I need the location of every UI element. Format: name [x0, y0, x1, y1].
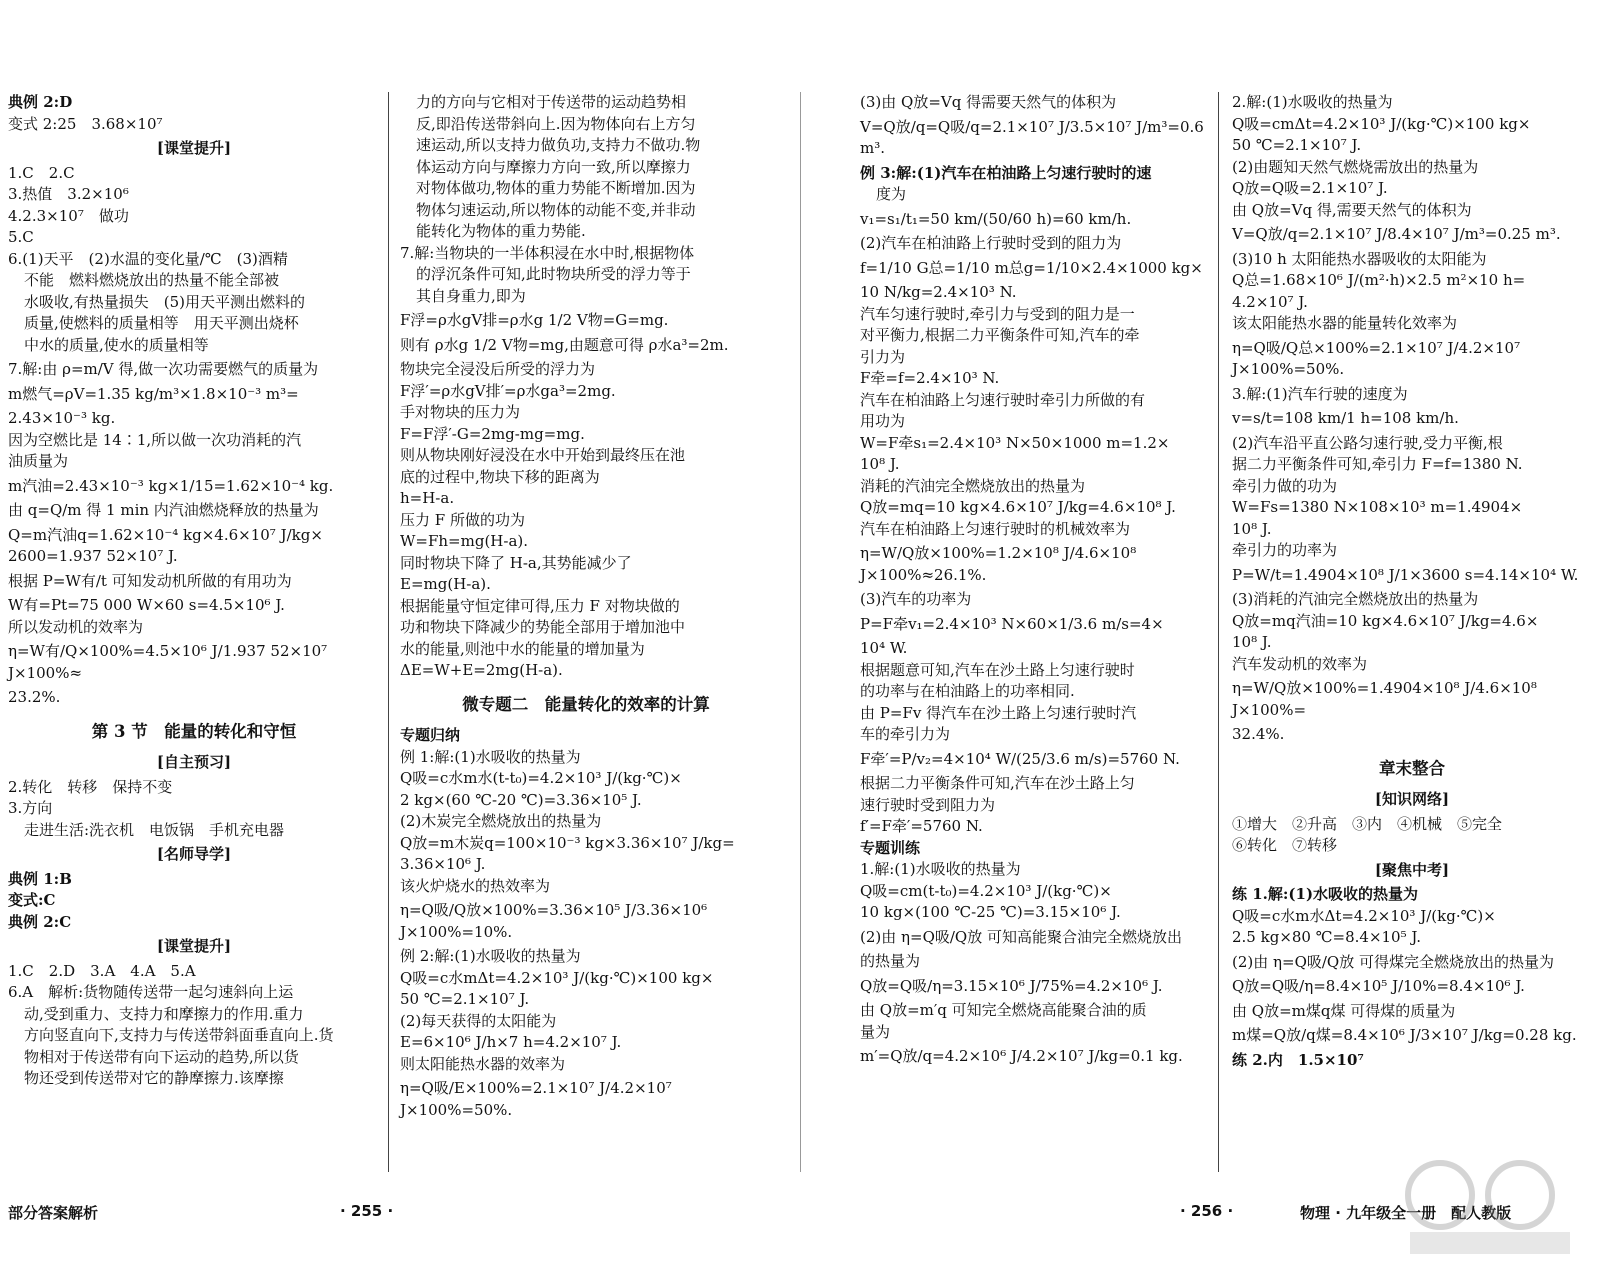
text-line: [名师导学] — [156, 845, 232, 863]
column-divider — [388, 92, 389, 1172]
text-line: [课堂提升] — [156, 139, 232, 157]
text-line: (2)由 η=Q吸/Q放 可得煤完全燃烧放出的热量为 — [1232, 952, 1554, 971]
text-line: 对平衡力,根据二力平衡条件可知,汽车的牵 — [860, 326, 1140, 344]
text-line: Q吸=cm(t-t₀)=4.2×10³ J/(kg·℃)× — [860, 881, 1112, 900]
text-line: 根据能量守恒定律可得,压力 F 对物块做的 — [400, 596, 680, 615]
text-line: 体运动方向与摩擦力方向一致,所以摩擦力 — [416, 157, 691, 176]
text-line: h=H-a. — [400, 489, 455, 507]
text-line: 不能 燃料燃烧放出的热量不能全部被 — [24, 271, 280, 289]
text-line: 第 3 节 能量的转化和守恒 — [91, 721, 297, 741]
text-line: 2 kg×(60 ℃-20 ℃)=3.36×10⁵ J. — [400, 790, 642, 809]
text-line: 32.4%. — [1232, 725, 1285, 743]
text-line: 4.2×10⁷ J. — [1232, 292, 1308, 311]
text-line: 3.36×10⁶ J. — [400, 855, 486, 873]
text-line: 根据题意可知,汽车在沙土路上匀速行驶时 — [860, 660, 1135, 679]
text-line: η=Q吸/Q总×100%=2.1×10⁷ J/4.2×10⁷ J×100%=50%. — [1232, 338, 1525, 378]
text-line: 2600=1.937 52×10⁷ J. — [8, 547, 178, 565]
text-line: 3.方向 — [8, 799, 53, 817]
text-line: F=F浮′-G=2mg-mg=mg. — [400, 424, 585, 443]
text-line: 物相对于传送带有向下运动的趋势,所以货 — [24, 1047, 299, 1066]
text-line: 7.解:由 ρ=m/V 得,做一次功需要燃气的质量为 — [8, 360, 319, 378]
column-3 — [860, 92, 1232, 1071]
text-line: 走进生活:洗衣机 电饭锅 手机充电器 — [24, 820, 285, 839]
text-line: 3.热值 3.2×10⁶ — [8, 185, 129, 203]
text-line: W有=Pt=75 000 W×60 s=4.5×10⁶ J. — [8, 596, 285, 614]
text-line: 7.解:当物块的一半体积浸在水中时,根据物体 — [400, 243, 695, 262]
text-line: f=1/10 G总=1/10 m总g=1/10×2.4×1000 kg× — [860, 258, 1203, 277]
text-line: 练 1.解:(1)水吸收的热量为 — [1232, 885, 1419, 903]
text-line: f′=F牵′=5760 N. — [860, 817, 983, 835]
text-line: [自主预习] — [156, 753, 232, 771]
text-line: 牵引力的功率为 — [1232, 541, 1338, 559]
text-line: 3.解:(1)汽车行驶的速度为 — [1232, 384, 1408, 403]
text-line: 汽车发动机的效率为 — [1232, 654, 1368, 673]
text-line: W=F牵s₁=2.4×10³ N×50×1000 m=1.2× — [860, 433, 1170, 452]
text-line: 能转化为物体的重力势能. — [416, 222, 586, 240]
text-line: 50 ℃=2.1×10⁷ J. — [1232, 136, 1362, 154]
text-line: Q吸=c水m水(t-t₀)=4.2×10³ J/(kg·℃)× — [400, 769, 682, 787]
text-line: (2)木炭完全燃烧放出的热量为 — [400, 812, 602, 830]
text-line: 底的过程中,物块下移的距离为 — [400, 467, 600, 486]
text-line: [聚焦中考] — [1374, 860, 1450, 879]
text-line: Q总=1.68×10⁶ J/(m²·h)×2.5 m²×10 h= — [1232, 271, 1526, 289]
text-line: 10⁸ J. — [1232, 633, 1272, 651]
text-line: η=W/Q放×100%=1.2×10⁸ J/4.6×10⁸ J×100%≈26.1%. — [860, 544, 1142, 584]
text-line: 汽车匀速行驶时,牵引力与受到的阻力是一 — [860, 304, 1135, 323]
text-line: 动,受到重力、支持力和摩擦力的作用.重力 — [24, 1004, 304, 1023]
text-line: 例 3:解:(1)汽车在柏油路上匀速行驶时的速 — [860, 163, 1152, 182]
text-line: 5.C — [8, 228, 34, 246]
text-line: 1.C 2.C — [8, 163, 75, 182]
text-line: Q放=mq=10 kg×4.6×10⁷ J/kg=4.6×10⁸ J. — [860, 498, 1176, 516]
text-line: 由 Q放=m′q 可知完全燃烧高能聚合油的质 — [860, 1001, 1147, 1019]
text-line: [知识网络] — [1374, 790, 1450, 808]
text-line: 质量,使燃料的质量相等 用天平测出烧杯 — [24, 314, 299, 332]
text-line: 消耗的汽油完全燃烧放出的热量为 — [860, 476, 1086, 495]
text-line: 1.解:(1)水吸收的热量为 — [860, 860, 1021, 878]
text-line: 反,即沿传送带斜向上.因为物体向右上方匀 — [416, 114, 696, 133]
text-line: 汽车在柏油路上匀速行驶时的机械效率为 — [860, 519, 1131, 538]
text-line: v₁=s₁/t₁=50 km/(50/60 h)=60 km/h. — [860, 209, 1132, 228]
text-line: P=W/t=1.4904×10⁸ J/1×3600 s=4.14×10⁴ W. — [1232, 565, 1579, 584]
text-line: 其自身重力,即为 — [416, 286, 526, 305]
text-line: 23.2%. — [8, 688, 61, 706]
text-line: Q放=m木炭q=100×10⁻³ kg×3.36×10⁷ J/kg= — [400, 833, 735, 852]
page-gutter — [800, 92, 801, 1172]
text-line: 水的能量,则池中水的能量的增加量为 — [400, 639, 645, 658]
text-line: m燃气=ρV=1.35 kg/m³×1.8×10⁻³ m³= — [8, 384, 299, 403]
text-line: 压力 F 所做的功为 — [400, 510, 525, 529]
text-line: 例 1:解:(1)水吸收的热量为 — [400, 747, 581, 766]
text-line: P=F牵v₁=2.4×10³ N×60×1/3.6 m/s=4× — [860, 614, 1164, 633]
text-line: W=Fh=mg(H-a). — [400, 532, 529, 550]
text-line: (3)10 h 太阳能热水器吸收的太阳能为 — [1232, 249, 1487, 268]
text-line: F浮=ρ水gV排=ρ水g 1/2 V物=G=mg. — [400, 311, 669, 329]
text-line: 汽车在柏油路上匀速行驶时牵引力所做的有 — [860, 390, 1146, 409]
text-line: (2)由 η=Q吸/Q放 可知高能聚合油完全燃烧放出 — [860, 927, 1182, 946]
text-line: 专题归纳 — [400, 726, 461, 744]
text-line: 所以发动机的效率为 — [8, 617, 144, 636]
text-line: (3)汽车的功率为 — [860, 590, 972, 608]
text-line: 1.C 2.D 3.A 4.A 5.A — [8, 961, 196, 980]
text-line: (2)由题知天然气燃烧需放出的热量为 — [1232, 157, 1479, 176]
text-line: Q吸=c水m水Δt=4.2×10³ J/(kg·℃)× — [1232, 906, 1496, 925]
text-line: 则从物块刚好浸没在水中开始到最终压在池 — [400, 446, 686, 464]
text-line: 车的牵引力为 — [860, 725, 951, 743]
text-line: η=Q吸/E×100%=2.1×10⁷ J/4.2×10⁷ J×100%=50%. — [400, 1079, 677, 1119]
text-line: 油质量为 — [8, 452, 69, 470]
text-line: 4.2.3×10⁷ 做功 — [8, 206, 129, 225]
text-line: 2.43×10⁻³ kg. — [8, 409, 116, 427]
text-line: 典例 2:C — [8, 912, 72, 931]
text-line: 变式:C — [8, 891, 56, 909]
text-line: 因为空燃比是 14∶1,所以做一次功消耗的汽 — [8, 430, 302, 449]
text-line: 水吸收,有热量损失 (5)用天平测出燃料的 — [24, 292, 306, 311]
text-line: 6.A 解析:货物随传送带一起匀速斜向上运 — [8, 983, 294, 1001]
text-line: 则有 ρ水g 1/2 V物=mg,由题意可得 ρ水a³=2m. — [400, 335, 729, 354]
text-line: Q放=Q吸/η=3.15×10⁶ J/75%=4.2×10⁶ J. — [860, 976, 1163, 995]
text-line: 微专题二 能量转化的效率的计算 — [462, 694, 710, 714]
text-line: F牵′=P/v₂=4×10⁴ W/(25/3.6 m/s)=5760 N. — [860, 749, 1180, 768]
text-line: m煤=Q放/q煤=8.4×10⁶ J/3×10⁷ J/kg=0.28 kg. — [1232, 1026, 1577, 1044]
text-line: 2.解:(1)水吸收的热量为 — [1232, 93, 1393, 111]
text-line: 章末整合 — [1379, 758, 1445, 778]
text-line: 物块完全浸没后所受的浮力为 — [400, 360, 596, 378]
text-line: 10⁸ J. — [860, 455, 900, 473]
text-line: ①增大 ②升高 ③内 ④机械 ⑤完全 — [1232, 814, 1503, 833]
text-line: 的功率与在柏油路上的功率相同. — [860, 682, 1075, 700]
text-line: 的热量为 — [860, 952, 921, 970]
text-line: 的浮沉条件可知,此时物块所受的浮力等于 — [416, 265, 691, 283]
text-line: 该火炉烧水的热效率为 — [400, 876, 551, 895]
text-line: [课堂提升] — [156, 937, 232, 955]
text-line: 则太阳能热水器的效率为 — [400, 1054, 566, 1073]
text-line: 2.5 kg×80 ℃=8.4×10⁵ J. — [1232, 928, 1421, 946]
text-line: 专题训练 — [860, 838, 921, 857]
text-line: η=Q吸/Q放×100%=3.36×10⁵ J/3.36×10⁶ J×100%=10%. — [400, 901, 712, 941]
text-line: 物体匀速运动,所以物体的动能不变,并非动 — [416, 200, 696, 219]
text-line: 手对物块的压力为 — [400, 403, 521, 421]
text-line: 由 Q放=Vq 得,需要天然气的体积为 — [1232, 200, 1472, 219]
text-line: 2.转化 转移 保持不变 — [8, 777, 173, 796]
text-line: 量为 — [860, 1022, 891, 1041]
text-line: Q放=Q吸/η=8.4×10⁵ J/10%=8.4×10⁶ J. — [1232, 977, 1525, 995]
footer-right-label: 物理 · 九年级全一册 配人教版 — [1300, 1204, 1512, 1222]
text-line: (2)汽车沿平直公路匀速行驶,受力平衡,根 — [1232, 433, 1503, 452]
text-line: 力的方向与它相对于传送带的运动趋势相 — [416, 93, 687, 111]
text-line: 典例 1:B — [8, 869, 72, 888]
text-line: Q吸=cmΔt=4.2×10³ J/(kg·℃)×100 kg× — [1232, 114, 1531, 133]
text-line: 功和物块下降减少的势能全部用于增加池中 — [400, 618, 686, 636]
text-line: 中水的质量,使水的质量相等 — [24, 335, 209, 354]
text-line: 10⁴ W. — [860, 639, 908, 657]
text-line: 由 P=Fv 得汽车在沙土路上匀速行驶时汽 — [860, 703, 1137, 722]
text-line: 变式 2:25 3.68×10⁷ — [8, 114, 163, 133]
text-line: 速行驶时受到阻力为 — [860, 795, 996, 814]
column-2 — [400, 92, 772, 1124]
footer-left-label: 部分答案解析 — [8, 1204, 99, 1222]
text-line: E=6×10⁶ J/h×7 h=4.2×10⁷ J. — [400, 1033, 622, 1051]
column-4 — [1232, 92, 1592, 1071]
text-line: 用功为 — [860, 412, 906, 430]
text-line: m′=Q放/q=4.2×10⁶ J/4.2×10⁷ J/kg=0.1 kg. — [860, 1047, 1183, 1065]
text-line: η=W/Q放×100%=1.4904×10⁸ J/4.6×10⁸ J×100%= — [1232, 679, 1542, 719]
text-line: 牵引力做的功为 — [1232, 476, 1338, 495]
text-line: 50 ℃=2.1×10⁷ J. — [400, 990, 530, 1008]
text-line: 由 Q放=m煤q煤 可得煤的质量为 — [1232, 1001, 1456, 1020]
text-line: 该太阳能热水器的能量转化效率为 — [1232, 314, 1458, 332]
text-line: ΔE=W+E=2mg(H-a). — [400, 661, 563, 679]
text-line: 速运动,所以支持力做负功,支持力不做功.物 — [416, 136, 701, 154]
text-line: 练 2.内 1.5×10⁷ — [1232, 1050, 1364, 1069]
page-number-left: · 255 · — [340, 1202, 394, 1220]
text-line: 同时物块下降了 H-a,其势能减少了 — [400, 553, 632, 572]
text-line: E=mg(H-a). — [400, 575, 491, 593]
text-line: 物还受到传送带对它的静摩擦力.该摩擦 — [24, 1069, 284, 1087]
text-line: 根据 P=W有/t 可知发动机所做的有用功为 — [8, 571, 292, 590]
text-line: 10⁸ J. — [1232, 519, 1272, 538]
text-line: v=s/t=108 km/1 h=108 km/h. — [1232, 409, 1459, 427]
text-line: 10 N/kg=2.4×10³ N. — [860, 283, 1017, 301]
text-line: 由 q=Q/m 得 1 min 内汽油燃烧释放的热量为 — [8, 501, 319, 519]
text-line: ⑥转化 ⑦转移 — [1232, 836, 1338, 854]
text-line: 根据二力平衡条件可知,汽车在沙土路上匀 — [860, 774, 1135, 792]
text-line: 引力为 — [860, 347, 906, 366]
page-number-right: · 256 · — [1180, 1202, 1234, 1220]
text-line: W=Fs=1380 N×108×10³ m=1.4904× — [1232, 498, 1523, 516]
watermark-logo-icon — [1400, 1150, 1580, 1260]
text-line: Q=m汽油q=1.62×10⁻⁴ kg×4.6×10⁷ J/kg× — [8, 525, 323, 544]
text-line: 典例 2:D — [8, 93, 73, 111]
text-line: 方向竖直向下,支持力与传送带斜面垂直向上.货 — [24, 1026, 334, 1044]
text-line: (2)每天获得的太阳能为 — [400, 1011, 557, 1030]
text-line: (3)消耗的汽油完全燃烧放出的热量为 — [1232, 590, 1479, 608]
text-line: V=Q放/q=2.1×10⁷ J/8.4×10⁷ J/m³=0.25 m³. — [1232, 225, 1561, 243]
text-line: 10 kg×(100 ℃-25 ℃)=3.15×10⁶ J. — [860, 903, 1121, 921]
text-line: F牵=f=2.4×10³ N. — [860, 369, 1000, 387]
column-1 — [8, 92, 380, 1090]
text-line: V=Q放/q=Q吸/q=2.1×10⁷ J/3.5×10⁷ J/m³=0.6 m³. — [860, 117, 1209, 157]
text-line: 6.(1)天平 (2)水温的变化量/℃ (3)酒精 — [8, 249, 288, 268]
text-line: (3)由 Q放=Vq 得需要天然气的体积为 — [860, 93, 1117, 111]
text-line: Q放=mq汽油=10 kg×4.6×10⁷ J/kg=4.6× — [1232, 611, 1539, 630]
text-line: 度为 — [876, 185, 907, 203]
text-line: (2)汽车在柏油路上行驶时受到的阻力为 — [860, 234, 1122, 252]
text-line: 例 2:解:(1)水吸收的热量为 — [400, 947, 581, 965]
text-line: Q吸=c水mΔt=4.2×10³ J/(kg·℃)×100 kg× — [400, 968, 714, 987]
text-line: m汽油=2.43×10⁻³ kg×1/15=1.62×10⁻⁴ kg. — [8, 476, 334, 495]
text-line: Q放=Q吸=2.1×10⁷ J. — [1232, 179, 1388, 197]
text-line: 据二力平衡条件可知,牵引力 F=f=1380 N. — [1232, 455, 1523, 473]
column-divider — [1218, 92, 1219, 1172]
text-line: η=W有/Q×100%=4.5×10⁶ J/1.937 52×10⁷ J×100%≈ — [8, 642, 332, 682]
text-line: F浮′=ρ水gV排′=ρ水ga³=2mg. — [400, 381, 616, 400]
text-line: 对物体做功,物体的重力势能不断增加.因为 — [416, 179, 696, 197]
